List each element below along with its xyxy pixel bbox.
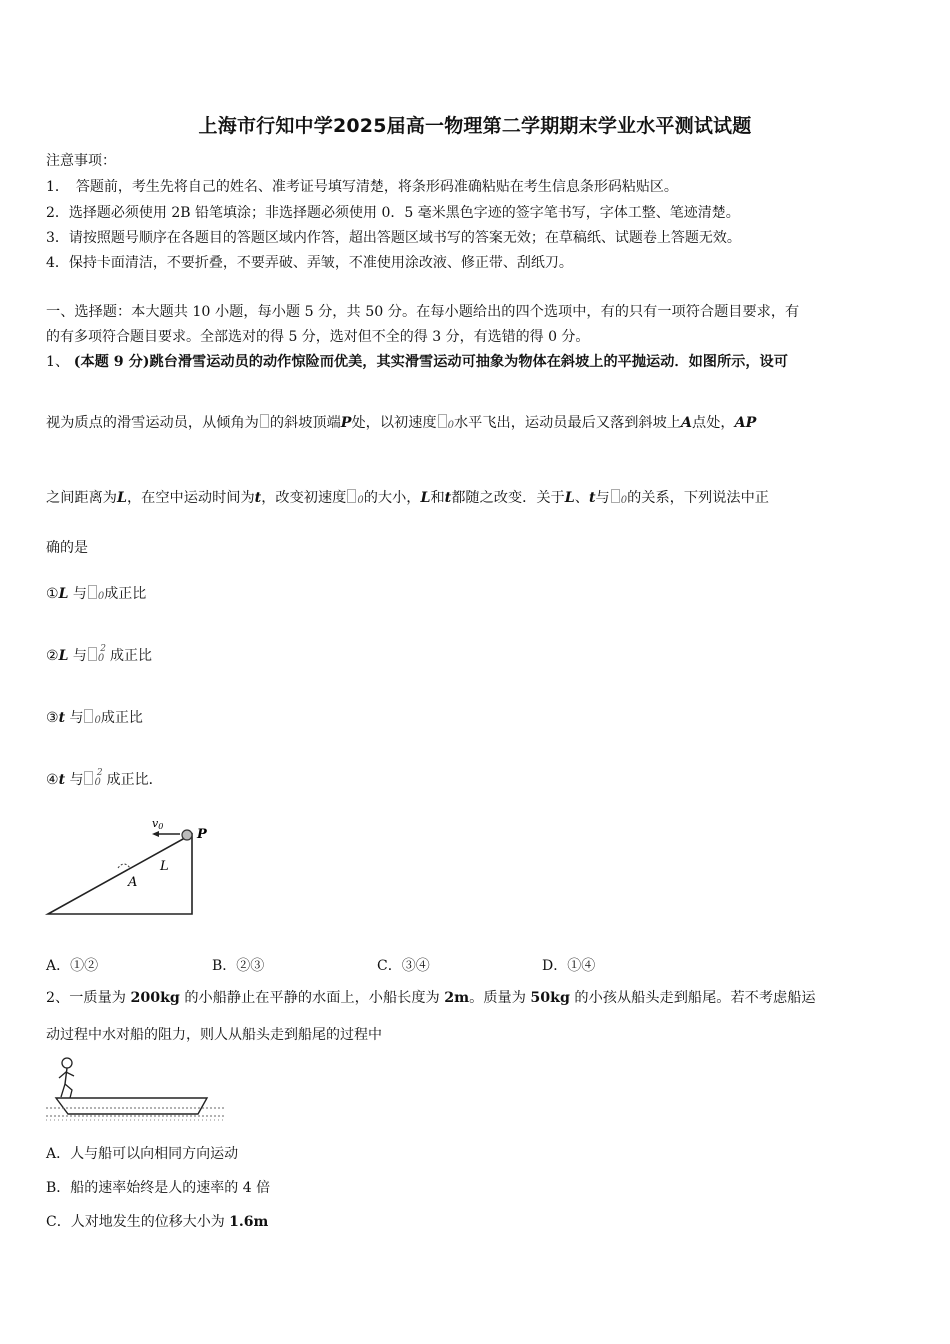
q1-sub: 0 xyxy=(620,495,628,506)
label-v0: v0 xyxy=(152,817,164,831)
q1-option-b[interactable]: B．②③ xyxy=(212,958,265,974)
q1-text: 都随之改变．关于 xyxy=(451,490,565,506)
v0-placeholder-icon xyxy=(347,489,356,503)
q2-text: 。质量为 xyxy=(469,990,531,1006)
label-p: P xyxy=(197,827,207,842)
v0-placeholder-icon xyxy=(84,771,93,785)
section-intro-line-2: 的有多项符合题目要求。全部选对的得 5 分，选对但不全的得 3 分，有选错的得 0 分。 xyxy=(46,329,590,345)
q2-option-c-value: 1.6m xyxy=(229,1214,269,1230)
q1-option-d[interactable]: D．①④ xyxy=(542,958,596,974)
statement-text: 成正比 xyxy=(104,586,147,602)
page-title: 上海市行知中学2025届高一物理第二学期期末学业水平测试试题 xyxy=(198,115,752,137)
v0-placeholder-icon xyxy=(88,585,97,599)
statement-number: ① xyxy=(46,586,59,602)
q1-statement-1 xyxy=(46,585,146,606)
q1-var-t: t xyxy=(444,490,452,506)
q2-child-mass: 50kg xyxy=(530,990,570,1006)
boat-diagram xyxy=(42,1052,232,1127)
arrowhead-icon xyxy=(152,831,159,837)
section-intro-line-1: 一、选择题：本大题共 10 小题，每小题 5 分，共 50 分。在每小题给出的四个选项中，有的只有一项符合题目要求，有 xyxy=(46,304,800,320)
q1-var-a: A xyxy=(680,415,692,431)
slope-diagram xyxy=(40,810,220,920)
q1-text: ，改变初速度 xyxy=(261,490,347,506)
statement-number: ③ xyxy=(46,710,59,726)
q2-text: 的小船静止在平静的水面上，小船长度为 xyxy=(179,990,445,1006)
statement-square: 2 xyxy=(100,644,106,654)
statement-text: 成正比 xyxy=(109,648,152,664)
q2-boat-mass: 200kg xyxy=(130,990,180,1006)
statement-var: t xyxy=(58,772,66,788)
statement-sub: 0 xyxy=(97,653,105,664)
child-legs-icon xyxy=(61,1084,72,1098)
q2-option-a[interactable]: A．人与船可以向相同方向运动 xyxy=(46,1146,239,1162)
label-l: L xyxy=(160,859,169,874)
statement-var: t xyxy=(58,710,66,726)
statement-text: 成正比． xyxy=(106,772,163,788)
statement-number: ④ xyxy=(46,772,59,788)
q1-score-tag: (本题 9 分) xyxy=(73,354,150,370)
q1-sub: 0 xyxy=(357,495,364,506)
q2-line-1 xyxy=(46,989,906,1007)
q2-line-2: 动过程中水对船的阻力，则人从船头走到船尾的过程中 xyxy=(46,1027,382,1043)
q2-text: 2、一质量为 xyxy=(46,990,131,1006)
child-head-icon xyxy=(62,1058,72,1068)
q2-option-c-text: C．人对地发生的位移大小为 xyxy=(46,1214,230,1230)
landing-arc-icon xyxy=(118,864,130,868)
notice-item-3: 3．请按照题号顺序在各题目的答题区域内作答，超出答题区域书写的答案无效；在草稿纸、试题卷上答题无效。 xyxy=(46,230,741,246)
statement-sub: 0 xyxy=(94,715,101,726)
q2-option-b[interactable]: B．船的速率始终是人的速率的 4 倍 xyxy=(46,1180,271,1196)
q1-option-a[interactable]: A．①② xyxy=(46,958,99,974)
statement-number: ② xyxy=(46,648,59,664)
statement-sub: 0 xyxy=(94,777,101,788)
notice-item-1: 1． 答题前，考生先将自己的姓名、准考证号填写清楚，将条形码准确粘贴在考生信息条形码粘贴区。 xyxy=(46,179,678,195)
notice-item-4: 4．保持卡面清洁，不要折叠，不要弄破、弄皱，不准使用涂改液、修正带、刮纸刀。 xyxy=(46,255,573,271)
q2-text: 的小孩从船头走到船尾。若不考虑船运 xyxy=(569,990,816,1006)
v0-placeholder-icon xyxy=(438,414,447,428)
notice-heading: 注意事项： xyxy=(46,153,116,169)
statement-sub: 0 xyxy=(97,591,105,602)
q1-text: 的斜坡顶端 xyxy=(269,415,341,431)
q1-var-t: t xyxy=(254,490,262,506)
q1-text: 点处， xyxy=(692,415,735,431)
child-body-icon xyxy=(65,1068,67,1084)
notice-item-2: 2．选择题必须使用 2B 铅笔填涂；非选择题必须使用 0．5 毫米黑色字迹的签字笔书写，字体工整、笔迹清楚。 xyxy=(46,205,740,221)
q1-line-2 xyxy=(46,414,906,435)
q1-var-l: L xyxy=(420,490,431,506)
slope-triangle xyxy=(48,834,192,914)
q2-boat-length: 2m xyxy=(444,990,470,1006)
q1-text: ，在空中运动时间为 xyxy=(126,490,255,506)
v0-placeholder-icon xyxy=(88,647,97,661)
q1-number: 1、 xyxy=(46,354,70,370)
statement-var: L xyxy=(58,648,69,664)
q1-option-c[interactable]: C．③④ xyxy=(377,958,430,974)
theta-placeholder-icon xyxy=(260,414,269,428)
q1-text: 、 xyxy=(574,490,589,506)
statement-square: 2 xyxy=(96,768,103,778)
q1-text: 处，以初速度 xyxy=(351,415,437,431)
q1-text: 水平飞出，运动员最后又落到斜坡上 xyxy=(453,415,681,431)
statement-text: 与 xyxy=(69,772,84,788)
q1-line-4: 确的是 xyxy=(46,540,88,556)
q1-stem-1: 跳台滑雪运动员的动作惊险而优美，其实滑雪运动可抽象为物体在斜坡上的平抛运动．如图所示，设可 xyxy=(149,354,788,370)
q1-text: 视为质点的滑雪运动员，从倾角为 xyxy=(46,415,259,431)
q1-var-l: L xyxy=(564,490,575,506)
q2-option-c[interactable] xyxy=(46,1213,268,1231)
q1-text: 和 xyxy=(430,490,445,506)
q1-text: 之间距离为 xyxy=(46,490,117,506)
q1-var-ap: AP xyxy=(734,415,757,431)
q1-line-3 xyxy=(46,489,906,510)
v0-placeholder-icon xyxy=(84,709,93,723)
q1-var-l: L xyxy=(116,490,127,506)
q1-text: 与 xyxy=(595,490,610,506)
q1-var-p: P xyxy=(340,415,352,431)
q1-line-1 xyxy=(46,353,906,371)
v0-placeholder-icon xyxy=(611,489,620,503)
q1-text: 的关系，下列说法中正 xyxy=(627,490,769,506)
q1-statement-4 xyxy=(46,768,163,792)
statement-text: 与 xyxy=(72,586,87,602)
q1-statement-3 xyxy=(46,709,143,730)
statement-text: 与 xyxy=(69,710,84,726)
q1-sub: 0 xyxy=(447,420,454,431)
statement-text: 与 xyxy=(72,648,87,664)
q1-statement-2 xyxy=(46,644,152,668)
q1-text: 的大小， xyxy=(363,490,421,506)
statement-text: 成正比 xyxy=(100,710,143,726)
q1-var-t: t xyxy=(588,490,596,506)
boat-hull-icon xyxy=(56,1098,207,1114)
label-a: A xyxy=(128,875,138,890)
skier-point-icon xyxy=(182,830,192,840)
statement-var: L xyxy=(58,586,69,602)
